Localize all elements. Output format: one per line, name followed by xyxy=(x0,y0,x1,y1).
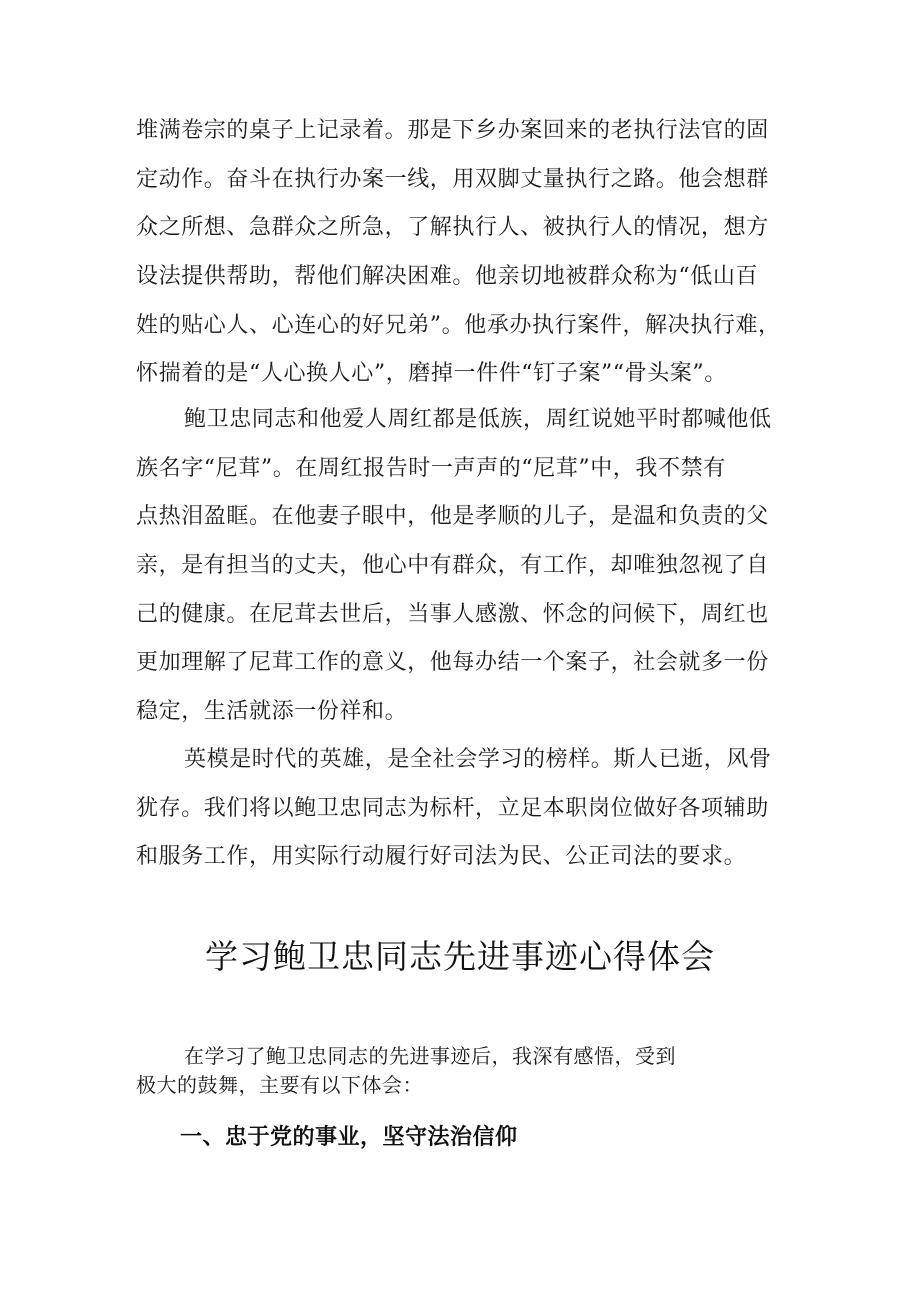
intro-line: 在学习了鲍卫忠同志的先进事迹后，我深有感悟，受到 xyxy=(184,1044,676,1068)
paragraph-line: 定动作。奋斗在执行办案一线，用双脚丈量执行之路。他会想群 xyxy=(136,166,769,192)
paragraph-line: 亲，是有担当的丈夫，他心中有群众，有工作，却唯独忽视了自 xyxy=(136,553,769,579)
paragraph-line: 姓的贴心人、心连心的好兄弟”。他承办执行案件，解决执行难， xyxy=(136,312,781,338)
paragraph-line: 堆满卷宗的桌子上记录着。那是下乡办案回来的老执行法官的固 xyxy=(136,118,769,143)
paragraph-line: 众之所想、急群众之所急，了解执行人、被执行人的情况，想方 xyxy=(136,215,769,241)
paragraph-line: 己的健康。在尼茸去世后，当事人感激、怀念的问候下，周红也 xyxy=(136,601,769,627)
paragraph-line: 和服务工作，用实际行动履行好司法为民、公正司法的要求。 xyxy=(136,844,747,870)
paragraph-line: 稳定，生活就添一份祥和。 xyxy=(136,699,408,725)
paragraph-line: 犹存。我们将以鲍卫忠同志为标杆，立足本职岗位做好各项辅助 xyxy=(136,795,769,821)
paragraph-line: 点热泪盈眶。在他妻子眼中，他是孝顺的儿子，是温和负责的父 xyxy=(136,504,769,530)
intro-paragraph xyxy=(136,1042,776,1100)
intro-line: 极大的鼓舞，主要有以下体会： xyxy=(136,1073,423,1097)
paragraph-3 xyxy=(136,736,798,882)
paragraph-line: 怀揣着的是“人心换人心”，磨掉一件件“钉子案”“骨头案”。 xyxy=(136,361,727,387)
paragraph-1 xyxy=(136,107,798,399)
paragraph-line: 鲍卫忠同志和他爱人周红都是低族，周红说她平时都喊他低 xyxy=(184,407,772,432)
paragraph-line: 族名字“尼茸”。在周红报告时一声声的“尼茸”中，我不禁有 xyxy=(136,455,726,481)
section-heading-1: 一、忠于党的事业，坚守法治信仰 xyxy=(180,1125,518,1150)
paragraph-line: 设法提供帮助，帮他们解决困难。他亲切地被群众称为“低山百 xyxy=(136,264,759,290)
paragraph-2 xyxy=(136,396,798,737)
document-title: 学习鲍卫忠同志先进事迹心得体会 xyxy=(205,937,715,976)
paragraph-line: 英模是时代的英雄，是全社会学习的榜样。斯人已逝，风骨 xyxy=(184,747,772,772)
paragraph-line: 更加理解了尼茸工作的意义，他每办结一个案子，社会就多一份 xyxy=(136,650,769,676)
